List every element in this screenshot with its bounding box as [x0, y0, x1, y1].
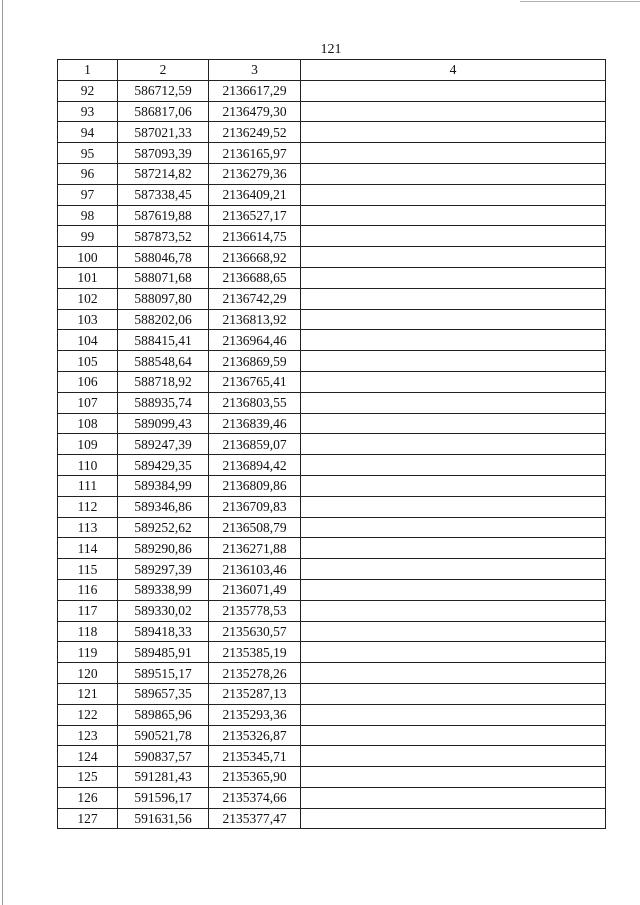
y-coordinate-cell: 2135385,19 [209, 642, 301, 663]
description-cell [301, 704, 606, 725]
description-cell [301, 392, 606, 413]
point-number-cell: 92 [58, 80, 118, 101]
point-number-cell: 109 [58, 434, 118, 455]
table-row [58, 371, 606, 392]
table-row [58, 538, 606, 559]
x-coordinate-cell: 587338,45 [118, 184, 209, 205]
point-number-cell: 123 [58, 725, 118, 746]
x-coordinate-cell: 588548,64 [118, 351, 209, 372]
description-cell [301, 767, 606, 788]
y-coordinate-cell: 2135293,36 [209, 704, 301, 725]
point-number-cell: 117 [58, 600, 118, 621]
description-cell [301, 683, 606, 704]
point-number-cell: 115 [58, 559, 118, 580]
table-row [58, 579, 606, 600]
point-number-cell: 112 [58, 496, 118, 517]
description-cell [301, 642, 606, 663]
y-coordinate-cell: 2136508,79 [209, 517, 301, 538]
point-number-cell: 118 [58, 621, 118, 642]
point-number-cell: 94 [58, 122, 118, 143]
y-coordinate-cell: 2136249,52 [209, 122, 301, 143]
description-cell [301, 559, 606, 580]
point-number-cell: 107 [58, 392, 118, 413]
x-coordinate-cell: 586817,06 [118, 101, 209, 122]
point-number-cell: 97 [58, 184, 118, 205]
y-coordinate-cell: 2136742,29 [209, 288, 301, 309]
table-row [58, 642, 606, 663]
x-coordinate-cell: 587021,33 [118, 122, 209, 143]
y-coordinate-cell: 2136103,46 [209, 559, 301, 580]
description-cell [301, 538, 606, 559]
page-number: 121 [320, 42, 342, 57]
y-coordinate-cell: 2136869,59 [209, 351, 301, 372]
y-coordinate-cell: 2136165,97 [209, 143, 301, 164]
table-row [58, 725, 606, 746]
description-cell [301, 226, 606, 247]
table-row [58, 392, 606, 413]
description-cell [301, 475, 606, 496]
x-coordinate-cell: 589346,86 [118, 496, 209, 517]
y-coordinate-cell: 2136071,49 [209, 579, 301, 600]
y-coordinate-cell: 2135345,71 [209, 746, 301, 767]
table-row [58, 309, 606, 330]
point-number-cell: 124 [58, 746, 118, 767]
y-coordinate-cell: 2135377,47 [209, 808, 301, 829]
x-coordinate-cell: 590521,78 [118, 725, 209, 746]
y-coordinate-cell: 2136839,46 [209, 413, 301, 434]
y-coordinate-cell: 2135326,87 [209, 725, 301, 746]
x-coordinate-cell: 589515,17 [118, 663, 209, 684]
point-number-cell: 103 [58, 309, 118, 330]
point-number-cell: 114 [58, 538, 118, 559]
y-coordinate-cell: 2136765,41 [209, 371, 301, 392]
x-coordinate-cell: 589297,39 [118, 559, 209, 580]
y-coordinate-cell: 2136803,55 [209, 392, 301, 413]
point-number-cell: 111 [58, 475, 118, 496]
coordinates-table [57, 59, 606, 829]
table-row [58, 413, 606, 434]
description-cell [301, 101, 606, 122]
point-number-cell: 98 [58, 205, 118, 226]
y-coordinate-cell: 2136271,88 [209, 538, 301, 559]
x-coordinate-cell: 589865,96 [118, 704, 209, 725]
table-row [58, 746, 606, 767]
description-cell [301, 288, 606, 309]
description-cell [301, 746, 606, 767]
y-coordinate-cell: 2136894,42 [209, 455, 301, 476]
description-cell [301, 330, 606, 351]
y-coordinate-cell: 2136614,75 [209, 226, 301, 247]
table-row [58, 455, 606, 476]
description-cell [301, 184, 606, 205]
point-number-cell: 110 [58, 455, 118, 476]
y-coordinate-cell: 2136964,46 [209, 330, 301, 351]
table-row [58, 767, 606, 788]
x-coordinate-cell: 589099,43 [118, 413, 209, 434]
table-row [58, 247, 606, 268]
y-coordinate-cell: 2136527,17 [209, 205, 301, 226]
point-number-cell: 119 [58, 642, 118, 663]
table-row [58, 600, 606, 621]
description-cell [301, 600, 606, 621]
table-row [58, 351, 606, 372]
point-number-cell: 122 [58, 704, 118, 725]
y-coordinate-cell: 2136668,92 [209, 247, 301, 268]
description-cell [301, 309, 606, 330]
description-cell [301, 80, 606, 101]
table-row [58, 184, 606, 205]
point-number-cell: 96 [58, 163, 118, 184]
description-cell [301, 455, 606, 476]
x-coordinate-cell: 589485,91 [118, 642, 209, 663]
y-coordinate-cell: 2136709,83 [209, 496, 301, 517]
header-row [58, 60, 606, 81]
description-cell [301, 787, 606, 808]
y-coordinate-cell: 2135287,13 [209, 683, 301, 704]
table-row [58, 787, 606, 808]
y-coordinate-cell: 2136479,30 [209, 101, 301, 122]
table-row [58, 434, 606, 455]
y-coordinate-cell: 2136688,65 [209, 267, 301, 288]
description-cell [301, 621, 606, 642]
table-row [58, 475, 606, 496]
y-coordinate-cell: 2136859,07 [209, 434, 301, 455]
description-cell [301, 725, 606, 746]
table-row [58, 122, 606, 143]
y-coordinate-cell: 2135374,66 [209, 787, 301, 808]
x-coordinate-cell: 588202,06 [118, 309, 209, 330]
x-coordinate-cell: 589384,99 [118, 475, 209, 496]
table-row [58, 163, 606, 184]
x-coordinate-cell: 589338,99 [118, 579, 209, 600]
point-number-cell: 104 [58, 330, 118, 351]
point-number-cell: 105 [58, 351, 118, 372]
description-cell [301, 434, 606, 455]
table-row [58, 621, 606, 642]
x-coordinate-cell: 587873,52 [118, 226, 209, 247]
header-col-3: 3 [209, 60, 301, 81]
y-coordinate-cell: 2136809,86 [209, 475, 301, 496]
table-header [58, 60, 606, 81]
table-row [58, 704, 606, 725]
y-coordinate-cell: 2136279,36 [209, 163, 301, 184]
x-coordinate-cell: 587214,82 [118, 163, 209, 184]
point-number-cell: 121 [58, 683, 118, 704]
y-coordinate-cell: 2135365,90 [209, 767, 301, 788]
header-col-4: 4 [301, 60, 606, 81]
point-number-cell: 106 [58, 371, 118, 392]
description-cell [301, 143, 606, 164]
y-coordinate-cell: 2136617,29 [209, 80, 301, 101]
x-coordinate-cell: 589418,33 [118, 621, 209, 642]
point-number-cell: 120 [58, 663, 118, 684]
point-number-cell: 95 [58, 143, 118, 164]
scan-border-top [520, 1, 640, 2]
description-cell [301, 371, 606, 392]
table-row [58, 288, 606, 309]
y-coordinate-cell: 2135278,26 [209, 663, 301, 684]
x-coordinate-cell: 589247,39 [118, 434, 209, 455]
x-coordinate-cell: 589290,86 [118, 538, 209, 559]
description-cell [301, 579, 606, 600]
y-coordinate-cell: 2135630,57 [209, 621, 301, 642]
point-number-cell: 108 [58, 413, 118, 434]
description-cell [301, 163, 606, 184]
point-number-cell: 102 [58, 288, 118, 309]
description-cell [301, 267, 606, 288]
table-row [58, 267, 606, 288]
point-number-cell: 100 [58, 247, 118, 268]
x-coordinate-cell: 590837,57 [118, 746, 209, 767]
table-row [58, 101, 606, 122]
x-coordinate-cell: 589657,35 [118, 683, 209, 704]
table-row [58, 226, 606, 247]
x-coordinate-cell: 588718,92 [118, 371, 209, 392]
point-number-cell: 93 [58, 101, 118, 122]
y-coordinate-cell: 2135778,53 [209, 600, 301, 621]
table-row [58, 663, 606, 684]
x-coordinate-cell: 589252,62 [118, 517, 209, 538]
x-coordinate-cell: 588046,78 [118, 247, 209, 268]
header-col-2: 2 [118, 60, 209, 81]
table-body [58, 80, 606, 829]
table-row [58, 80, 606, 101]
point-number-cell: 116 [58, 579, 118, 600]
table-row [58, 559, 606, 580]
description-cell [301, 247, 606, 268]
description-cell [301, 496, 606, 517]
point-number-cell: 126 [58, 787, 118, 808]
table-row [58, 496, 606, 517]
x-coordinate-cell: 591596,17 [118, 787, 209, 808]
y-coordinate-cell: 2136813,92 [209, 309, 301, 330]
table-row [58, 808, 606, 829]
x-coordinate-cell: 588415,41 [118, 330, 209, 351]
description-cell [301, 808, 606, 829]
x-coordinate-cell: 589330,02 [118, 600, 209, 621]
table-row [58, 683, 606, 704]
description-cell [301, 122, 606, 143]
point-number-cell: 127 [58, 808, 118, 829]
x-coordinate-cell: 588935,74 [118, 392, 209, 413]
point-number-cell: 101 [58, 267, 118, 288]
x-coordinate-cell: 588071,68 [118, 267, 209, 288]
description-cell [301, 413, 606, 434]
point-number-cell: 113 [58, 517, 118, 538]
scan-border-left [2, 0, 3, 905]
description-cell [301, 663, 606, 684]
x-coordinate-cell: 587093,39 [118, 143, 209, 164]
x-coordinate-cell: 591281,43 [118, 767, 209, 788]
y-coordinate-cell: 2136409,21 [209, 184, 301, 205]
table-row [58, 517, 606, 538]
description-cell [301, 517, 606, 538]
x-coordinate-cell: 589429,35 [118, 455, 209, 476]
x-coordinate-cell: 587619,88 [118, 205, 209, 226]
x-coordinate-cell: 591631,56 [118, 808, 209, 829]
x-coordinate-cell: 588097,80 [118, 288, 209, 309]
point-number-cell: 125 [58, 767, 118, 788]
table-row [58, 330, 606, 351]
point-number-cell: 99 [58, 226, 118, 247]
x-coordinate-cell: 586712,59 [118, 80, 209, 101]
description-cell [301, 351, 606, 372]
description-cell [301, 205, 606, 226]
table-row [58, 143, 606, 164]
header-col-1: 1 [58, 60, 118, 81]
table-row [58, 205, 606, 226]
